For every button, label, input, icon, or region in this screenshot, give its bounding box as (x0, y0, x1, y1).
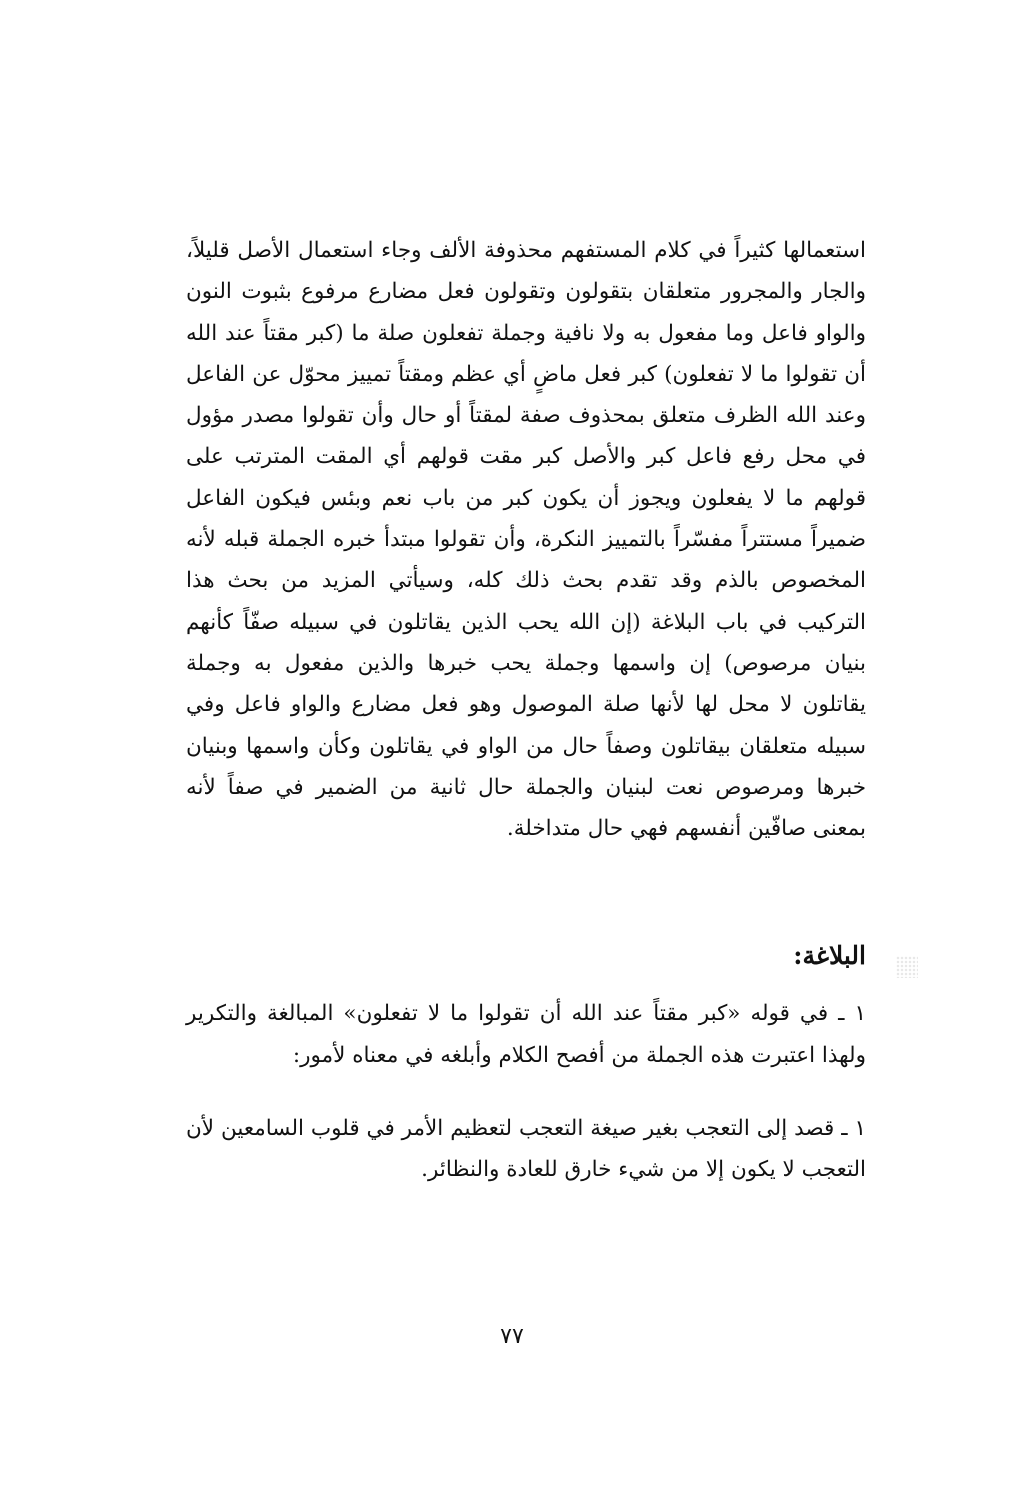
page-body (186, 230, 866, 1191)
rhetoric-point-1: ١ ـ في قوله «كبر مقتاً عند الله أن تقولوا ما لا تفعلون» المبالغة والتكرير ولهذا اعتبرت هذه الجملة من أفصح الكلام وأبلغه في معناه لأمور: (186, 1001, 866, 1068)
page-number: ٧٧ (500, 1324, 524, 1349)
section-title: البلاغة: (793, 941, 866, 971)
scan-noise (896, 956, 918, 978)
grammar-paragraph: استعمالها كثيراً في كلام المستفهم محذوفة الألف وجاء استعمال الأصل قليلاً، والجار والمجرور متعلقان بتقولون وتقولون فعل مضارع مرفوع بثبوت النون والواو فاعل وما مفعول به ولا نافية وجملة تفعلون صلة ما (كبر مقتاً عند الله أن تقولوا ما لا تفعلون) كبر فعل ماضٍ أي عظم ومقتاً تمييز محوّل عن الفاعل وعند الله الظرف متعلق بمحذوف صفة لمقتاً أو حال وأن تقولوا مصدر مؤول في محل رفع فاعل كبر والأصل كبر مقت قولهم أي المقت المترتب على قولهم ما لا يفعلون ويجوز أن يكون كبر من باب نعم وبئس فيكون الفاعل ضميراً مستتراً مفسّراً بالتمييز النكرة، وأن تقولوا مبتدأ خبره الجملة قبله لأنه المخصوص بالذم وقد تقدم بحث ذلك كله، وسيأتي المزيد من بحث هذا التركيب في باب البلاغة (إن الله يحب الذين يقاتلون في سبيله صفّاً كأنهم بنيان مرصوص) إن واسمها وجملة يحب خبرها والذين مفعول به وجملة يقاتلون لا محل لها لأنها صلة الموصول وهو فعل مضارع والواو فاعل وفي سبيله متعلقان بيقاتلون وصفاً حال من الواو في يقاتلون وكأن واسمها وبنيان خبرها ومرصوص نعت لبنيان والجملة حال ثانية من الضمير في صفاً لأنه بمعنى صافّين أنفسهم فهي حال متداخلة. (186, 238, 866, 842)
rhetoric-point-2: ١ ـ قصد إلى التعجب بغير صيغة التعجب لتعظيم الأمر في قلوب السامعين لأن التعجب لا يكون إلا من شيء خارق للعادة والنظائر. (186, 1116, 866, 1183)
